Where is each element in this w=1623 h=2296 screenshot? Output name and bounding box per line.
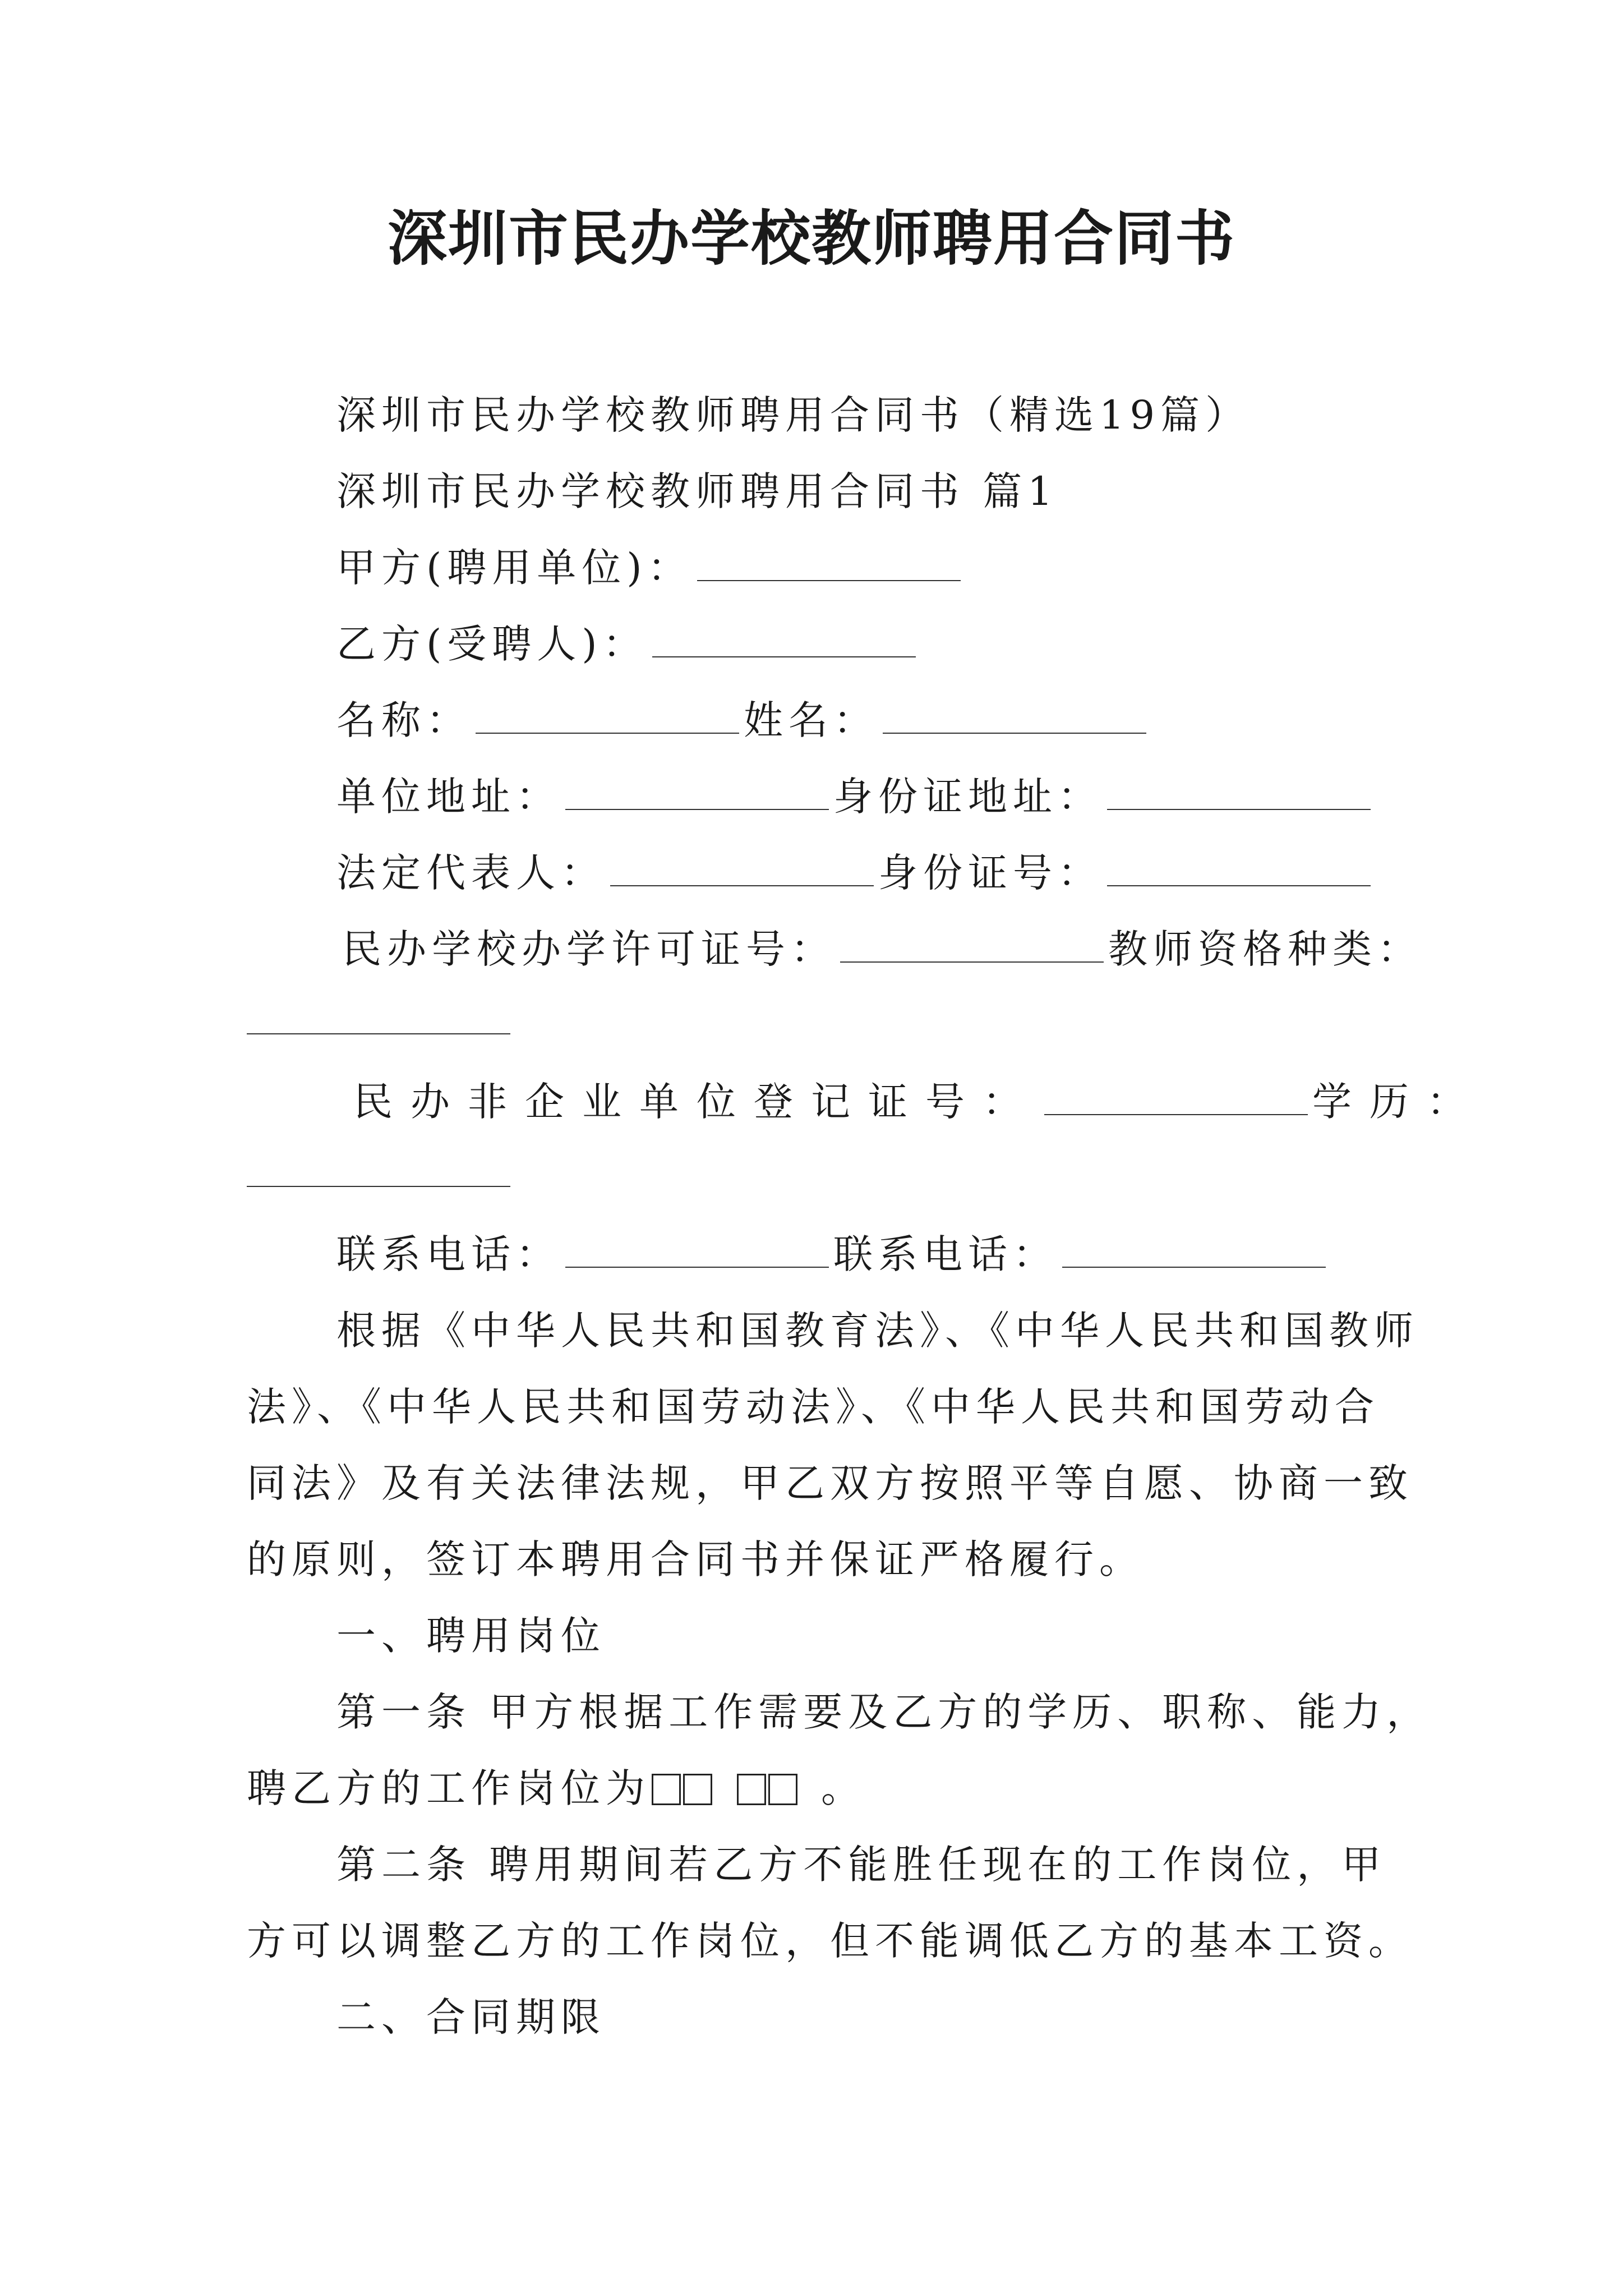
- teacher-qual-blank[interactable]: [247, 1030, 510, 1034]
- article-1-suffix: 。: [821, 1765, 866, 1811]
- document-title: 深圳市民办学校教师聘用合同书: [388, 203, 1235, 273]
- section-2-heading: 二、合同期限: [336, 1994, 606, 2040]
- id-address-label: 身份证地址：: [833, 774, 1103, 820]
- party-a-label: 甲方(聘用单位)：: [336, 545, 693, 591]
- party-b-label: 乙方(受聘人)：: [336, 621, 648, 667]
- phone-a-blank[interactable]: [565, 1263, 829, 1268]
- id-number-blank[interactable]: [1107, 882, 1371, 886]
- checkbox-square: [768, 1774, 797, 1805]
- checkbox-square: [652, 1774, 681, 1805]
- unit-address-label: 单位地址：: [336, 774, 561, 820]
- intro-line-3: 同法》及有关法律法规，甲乙双方按照平等自愿、协商一致: [247, 1460, 1413, 1506]
- full-name-blank[interactable]: [883, 729, 1146, 734]
- legal-rep-blank[interactable]: [610, 882, 874, 886]
- id-number-label: 身份证号：: [878, 850, 1103, 896]
- article-1-line-2: [247, 1760, 866, 1816]
- part-heading: 深圳市民办学校教师聘用合同书 篇1: [336, 468, 1058, 514]
- license-row: [342, 921, 1422, 977]
- document-subtitle: 深圳市民办学校教师聘用合同书（精选19篇）: [336, 392, 1251, 438]
- section-1-heading: 一、聘用岗位: [336, 1613, 606, 1659]
- article-1-line-1: 第一条 甲方根据工作需要及乙方的学历、职称、能力，: [336, 1689, 1432, 1735]
- party-b-row: [336, 616, 920, 672]
- school-license-label: 民办学校办学许可证号：: [342, 926, 836, 972]
- id-address-blank[interactable]: [1107, 806, 1371, 810]
- phone-a-label: 联系电话：: [336, 1231, 561, 1277]
- address-row: [336, 769, 1375, 825]
- phone-b-label: 联系电话：: [833, 1231, 1058, 1277]
- party-a-blank[interactable]: [697, 577, 961, 581]
- intro-line-1: 根据《中华人民共和国教育法》、《中华人民共和国教师: [336, 1308, 1419, 1354]
- education-blank[interactable]: [247, 1182, 510, 1187]
- party-a-row: [336, 540, 965, 596]
- phone-row: [336, 1226, 1330, 1282]
- article-1-prefix: 聘乙方的工作岗位为: [247, 1765, 651, 1811]
- registration-row: [353, 1074, 1484, 1130]
- phone-b-blank[interactable]: [1062, 1263, 1326, 1268]
- school-license-blank[interactable]: [840, 958, 1104, 963]
- checkbox-square: [683, 1774, 712, 1805]
- intro-line-2: 法》、《中华人民共和国劳动法》、《中华人民共和国劳动合: [247, 1384, 1380, 1430]
- legal-rep-row: [336, 845, 1375, 901]
- name-row: [336, 692, 1151, 748]
- name-label: 名称：: [336, 697, 471, 743]
- nonprofit-reg-label: 民办非企业单位登记证号：: [353, 1079, 1040, 1125]
- nonprofit-reg-blank[interactable]: [1044, 1111, 1308, 1115]
- article-2-line-1: 第二条 聘用期间若乙方不能胜任现在的工作岗位，甲: [336, 1842, 1387, 1888]
- full-name-label: 姓名：: [744, 697, 878, 743]
- party-b-blank[interactable]: [652, 653, 916, 657]
- unit-address-blank[interactable]: [565, 806, 829, 810]
- intro-line-4: 的原则，签订本聘用合同书并保证严格履行。: [247, 1536, 1144, 1582]
- article-2-line-2: 方可以调整乙方的工作岗位，但不能调低乙方的基本工资。: [247, 1918, 1413, 1964]
- education-label: 学历：: [1312, 1079, 1484, 1125]
- teacher-qual-label: 教师资格种类：: [1108, 926, 1422, 972]
- legal-rep-label: 法定代表人：: [336, 850, 606, 896]
- name-blank[interactable]: [476, 729, 739, 734]
- checkbox-square: [737, 1774, 766, 1805]
